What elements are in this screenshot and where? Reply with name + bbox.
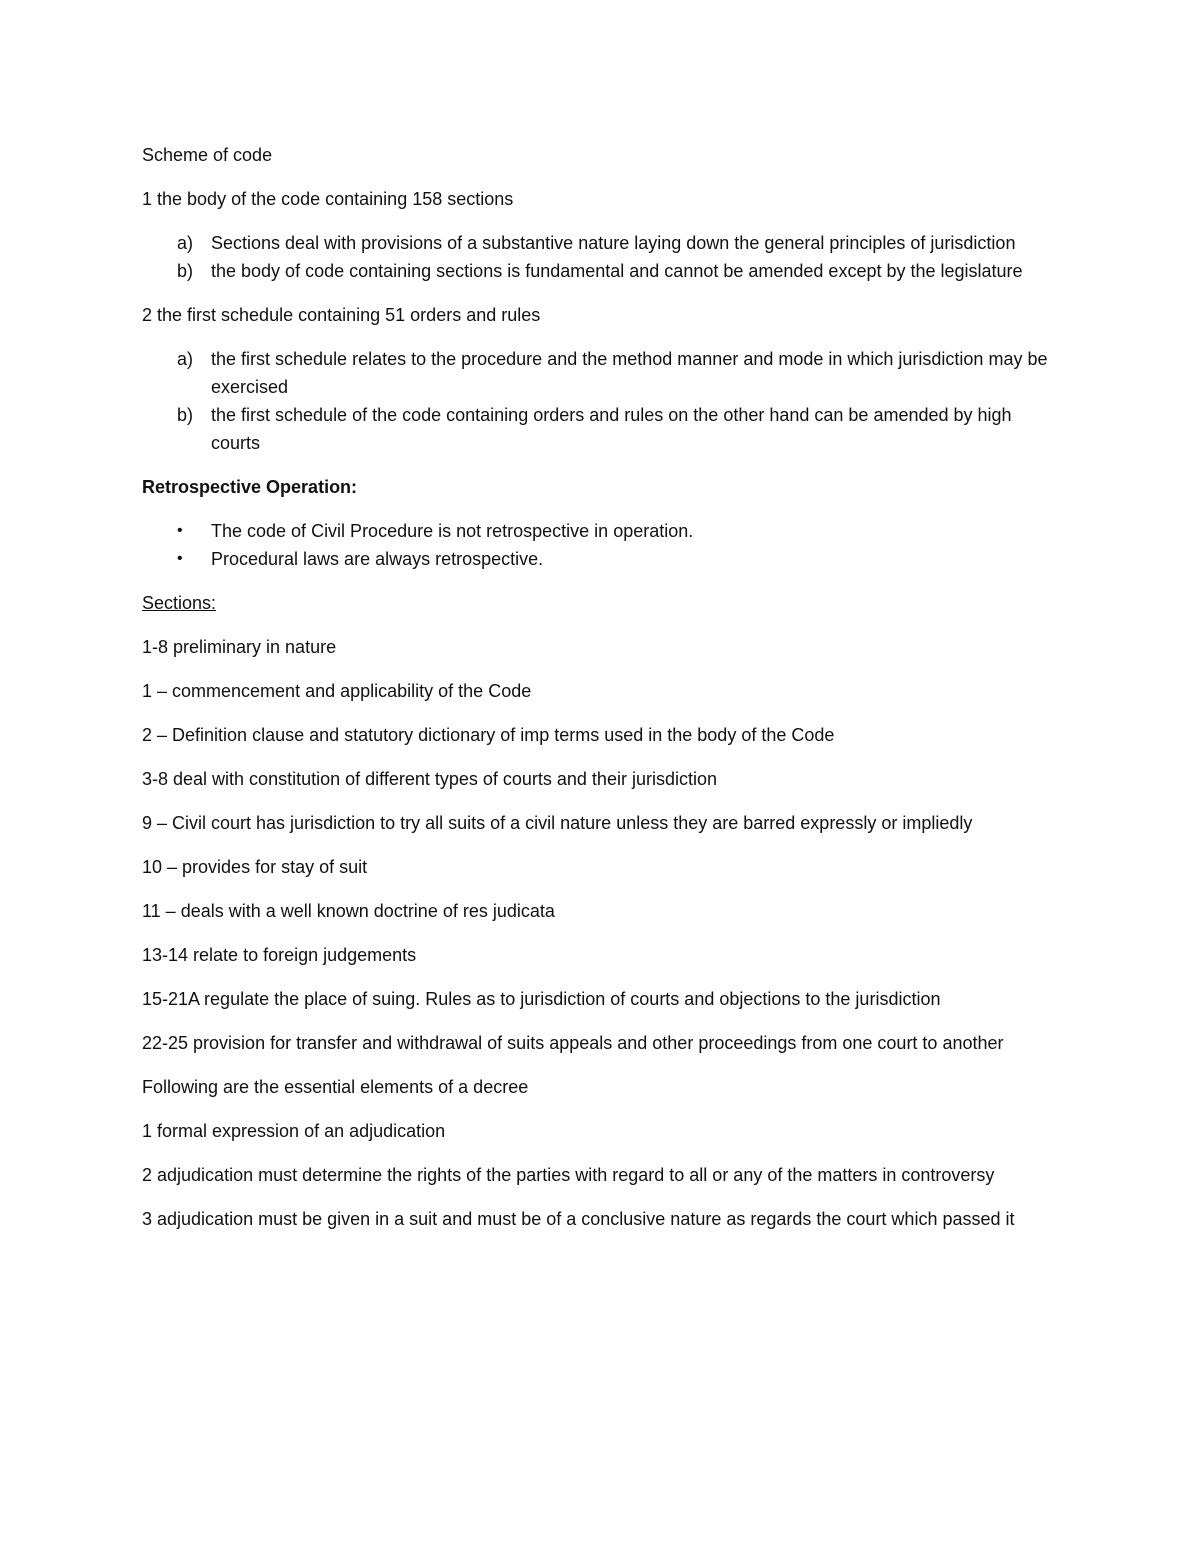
list-item-text: Sections deal with provisions of a substantive nature laying down the general principles of jurisdiction xyxy=(211,233,1016,253)
section-line: 11 – deals with a well known doctrine of res judicata xyxy=(142,901,555,921)
section-line: 2 – Definition clause and statutory dictionary of imp terms used in the body of the Code xyxy=(142,725,835,745)
section-line: 9 – Civil court has jurisdiction to try all suits of a civil nature unless they are barred expressly or impliedly xyxy=(142,813,973,833)
section-line: 13-14 relate to foreign judgements xyxy=(142,945,417,965)
list-item-text: The code of Civil Procedure is not retrospective in operation. xyxy=(211,521,694,541)
sections-heading-text: Sections: xyxy=(142,593,217,613)
document-page xyxy=(142,141,1062,1249)
section-line: 1 – commencement and applicability of the Code xyxy=(142,681,532,701)
bullet-icon: • xyxy=(177,522,183,539)
list-marker: a) xyxy=(177,349,194,369)
list-item-text: Procedural laws are always retrospective. xyxy=(211,549,544,569)
list-marker: a) xyxy=(177,233,194,253)
section-line: 15-21A regulate the place of suing. Rules as to jurisdiction of courts and objections to the jurisdiction xyxy=(142,989,941,1009)
list-item-text: the first schedule of the code containing orders and rules on the other hand can be amended by high courts xyxy=(211,405,1012,453)
sections-heading xyxy=(142,589,1062,617)
list-marker: b) xyxy=(177,405,194,425)
list-item-text: the body of code containing sections is fundamental and cannot be amended except by the legislature xyxy=(211,261,1023,281)
list-item xyxy=(142,345,1062,401)
list-item xyxy=(142,257,1062,285)
document-title: Scheme of code xyxy=(142,145,273,165)
decree-line: 3 adjudication must be given in a suit and must be of a conclusive nature as regards the court which passed it xyxy=(142,1209,1015,1229)
decree-line: 2 adjudication must determine the rights of the parties with regard to all or any of the matters in controversy xyxy=(142,1165,995,1185)
section-line: 3-8 deal with constitution of different types of courts and their jurisdiction xyxy=(142,769,717,789)
list-item xyxy=(142,517,1062,545)
section-line: 1-8 preliminary in nature xyxy=(142,637,337,657)
bullet-icon: • xyxy=(177,550,183,567)
retrospective-heading: Retrospective Operation: xyxy=(142,477,358,497)
decree-heading: Following are the essential elements of a decree xyxy=(142,1077,529,1097)
list-item xyxy=(142,401,1062,457)
list-item xyxy=(142,545,1062,573)
retrospective-list xyxy=(142,517,1062,573)
section2-list xyxy=(142,345,1062,457)
list-marker: b) xyxy=(177,261,194,281)
section2-heading: 2 the first schedule containing 51 orders and rules xyxy=(142,305,541,325)
section-line: 22-25 provision for transfer and withdrawal of suits appeals and other proceedings from one court to another xyxy=(142,1033,1004,1053)
list-item xyxy=(142,229,1062,257)
section1-heading: 1 the body of the code containing 158 sections xyxy=(142,189,514,209)
section-line: 10 – provides for stay of suit xyxy=(142,857,368,877)
list-item-text: the first schedule relates to the procedure and the method manner and mode in which jurisdiction may be exercised xyxy=(211,349,1048,397)
section1-list xyxy=(142,229,1062,285)
decree-line: 1 formal expression of an adjudication xyxy=(142,1121,446,1141)
